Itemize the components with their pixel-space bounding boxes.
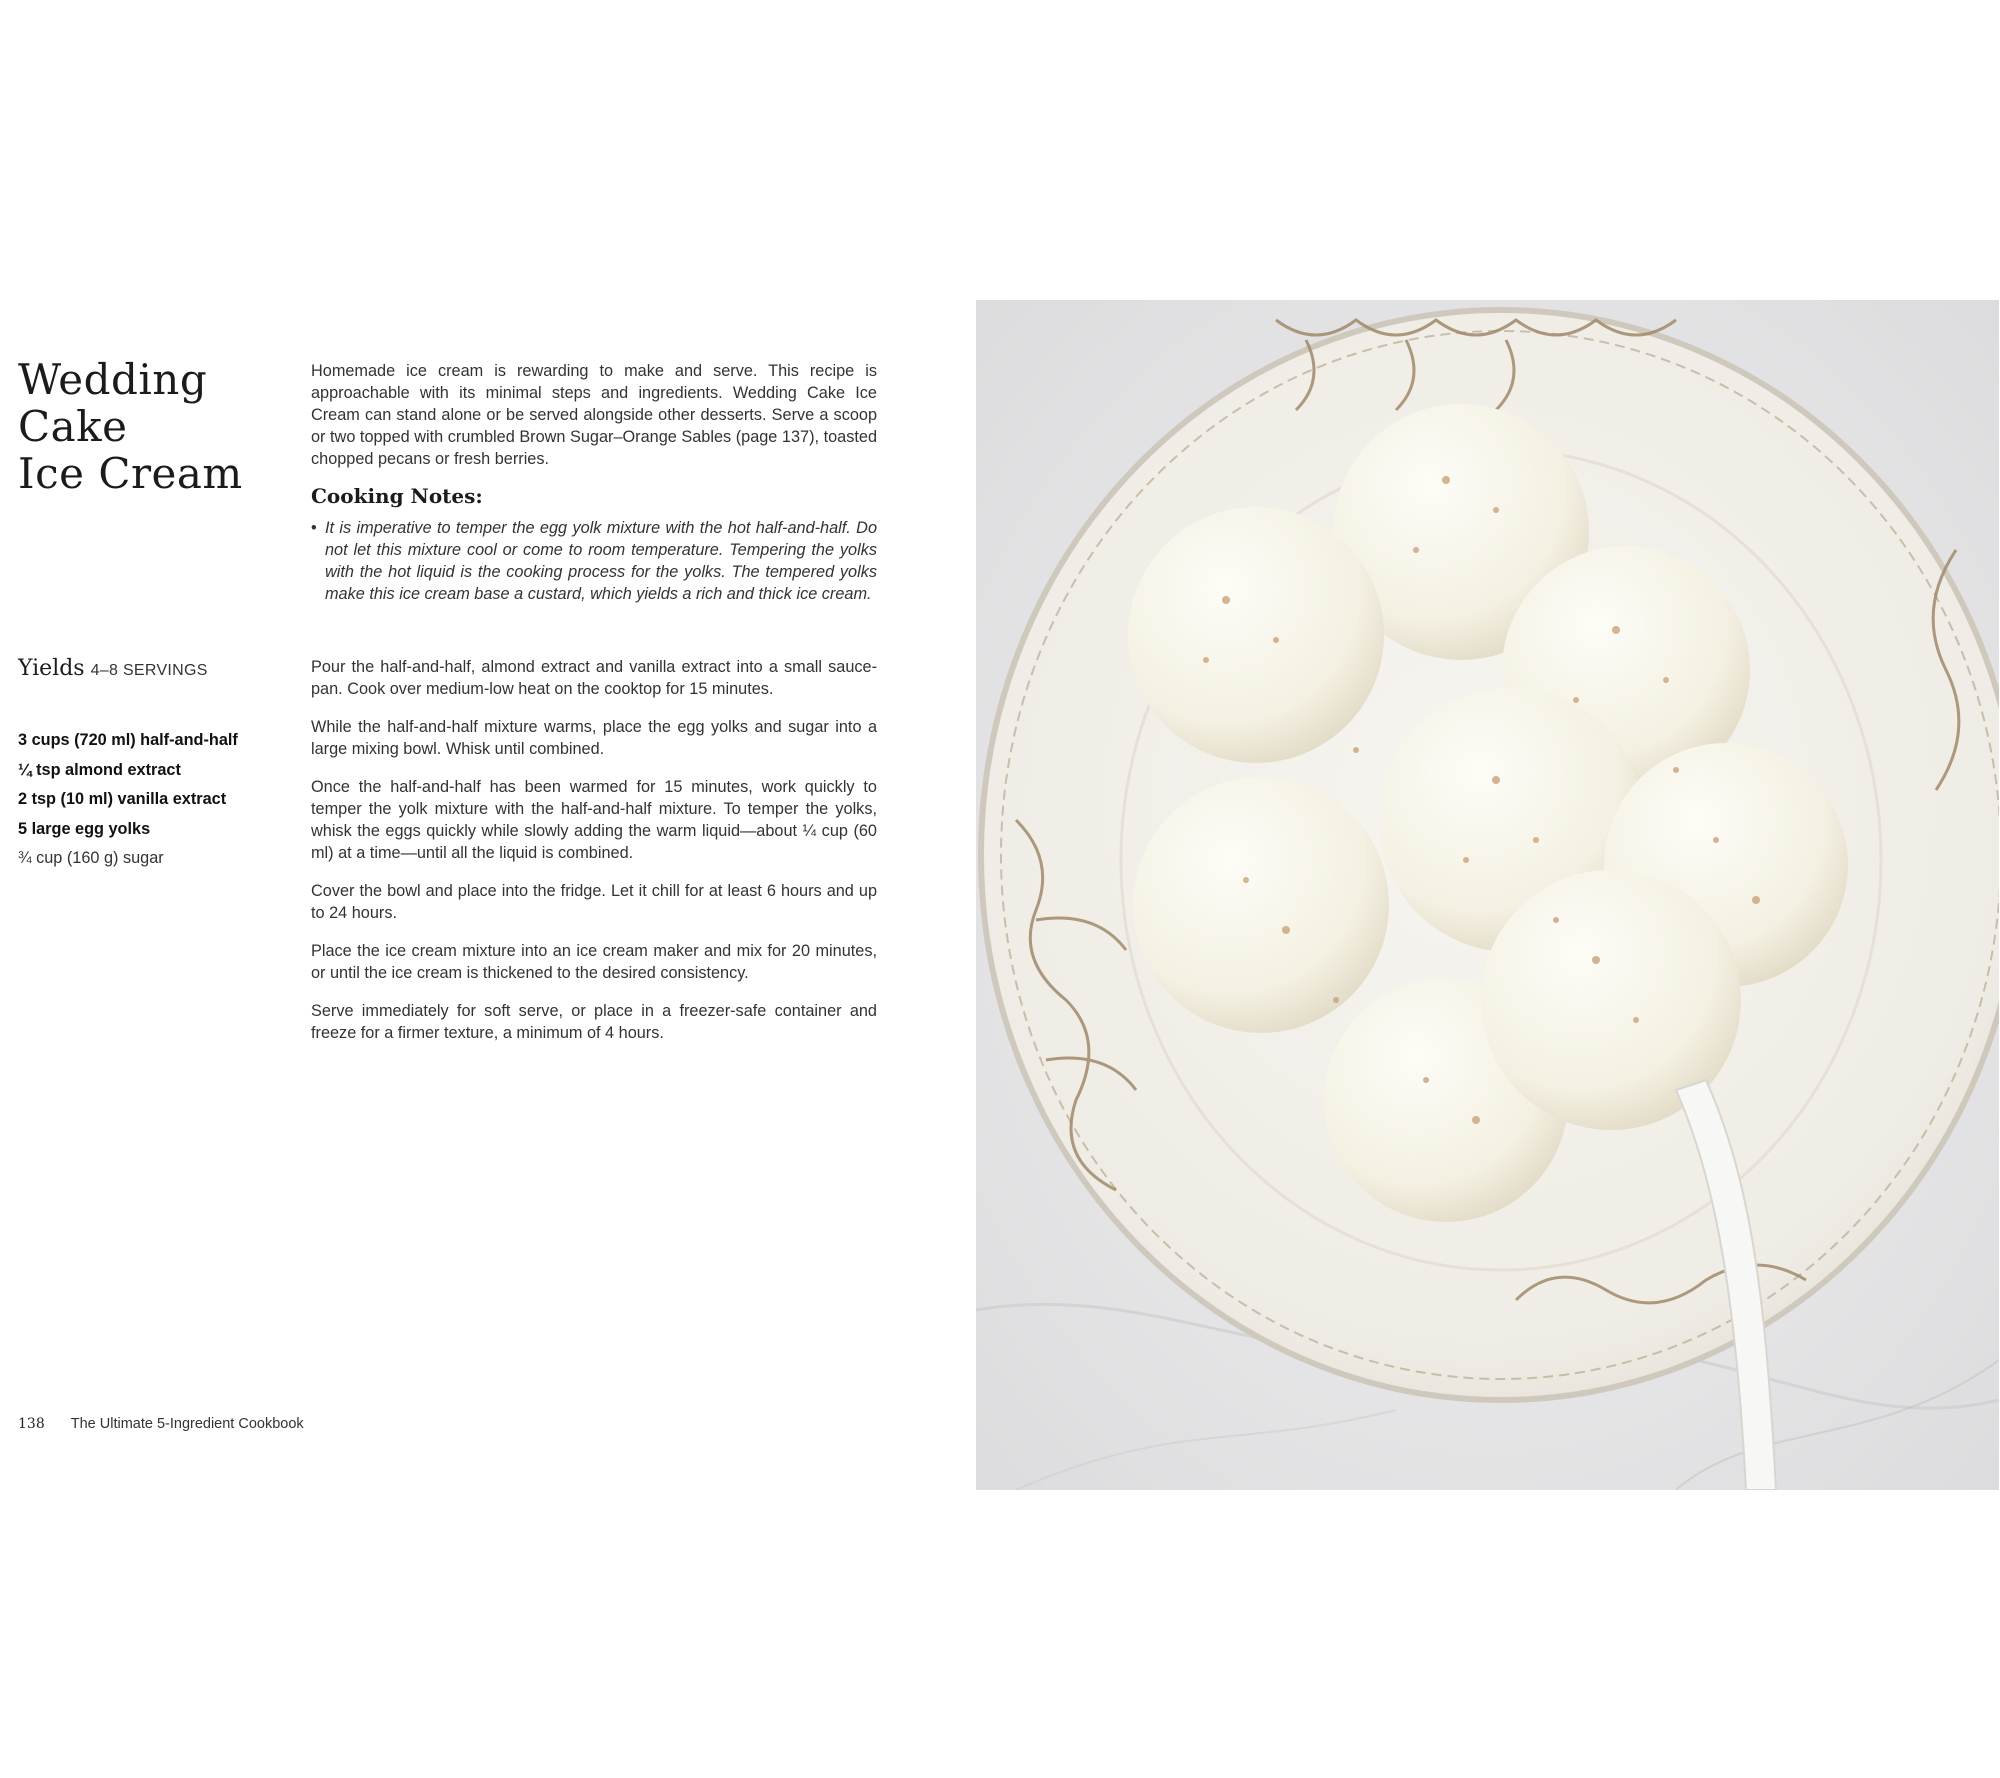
cooking-notes-heading: Cooking Notes: (311, 484, 483, 508)
ingredient-item: 3 cups (720 ml) half-and-half (18, 731, 238, 749)
bullet-icon: • (311, 519, 317, 537)
recipe-title (18, 356, 288, 497)
cooking-note-text: It is imperative to temper the egg yolk mixture with the hot half-and-half. Do not let this mixture cool or come to room temperature. Tempering the yolks with the hot liquid is the cooking process for the yolks. The tempered yolks make this ice cream base a custard, which yields a rich and thick ice cream. (325, 519, 877, 603)
ingredient-item: 2 tsp (10 ml) vanilla extract (18, 790, 227, 808)
page-number: 138 (18, 1416, 45, 1432)
title-line-3: Ice Cream (18, 449, 243, 498)
title-line-1: Wedding (18, 355, 208, 404)
yields-label: Yields (18, 656, 85, 681)
recipe-steps (311, 656, 877, 1060)
ingredient-item: 5 large egg yolks (18, 819, 151, 838)
cooking-note-item (311, 517, 877, 605)
scoop (1128, 507, 1384, 763)
page-footer (18, 1416, 304, 1432)
step-paragraph: Place the ice cream mixture into an ice cream maker and mix for 20 minutes, or until the ice cream is thickened to the desired consistency. (311, 942, 877, 982)
ingredient-item: ¾ cup (160 g) sugar (18, 849, 164, 867)
ingredient-item: ¼ tsp almond extract (18, 760, 181, 779)
ice-cream-photo (976, 300, 1999, 1490)
recipe-intro: Homemade ice cream is rewarding to make and serve. This recipe is approachable with its minimal steps and ingredients. Wedding Cake Ice Cream can stand alone or be served alongside other desserts. Serve a scoop or two topped with crumbled Brown Sugar–Orange Sables (page 137), toasted chopped pecans or fresh berries. (311, 362, 877, 468)
yields (18, 656, 208, 681)
step-paragraph: Cover the bowl and place into the fridge. Let it chill for at least 6 hours and up to 24 hours. (311, 882, 877, 922)
title-line-2: Cake (18, 402, 128, 451)
yields-value: 4–8 SERVINGS (90, 662, 208, 679)
step-paragraph: Once the half-and-half has been warmed for 15 minutes, work quickly to temper the yolk mixture with the half-and-half mixture. To temper the yolks, whisk the eggs quickly while slowly adding the warm liquid—about ¼ cup (60 ml) at a time—until all the liquid is combined. (311, 778, 877, 862)
ingredients-list (18, 726, 238, 874)
step-paragraph: Pour the half-and-half, almond extract and vanilla extract into a small sauce-pan. Cook over medium-low heat on the cooktop for 15 minutes. (311, 658, 877, 698)
photo-illustration (976, 300, 1999, 1490)
book-title: The Ultimate 5-Ingredient Cookbook (70, 1416, 304, 1432)
scoop (1133, 777, 1389, 1033)
step-paragraph: While the half-and-half mixture warms, place the egg yolks and sugar into a large mixing bowl. Whisk until combined. (311, 718, 877, 758)
step-paragraph: Serve immediately for soft serve, or place in a freezer-safe container and freeze for a firmer texture, a minimum of 4 hours. (311, 1002, 877, 1042)
